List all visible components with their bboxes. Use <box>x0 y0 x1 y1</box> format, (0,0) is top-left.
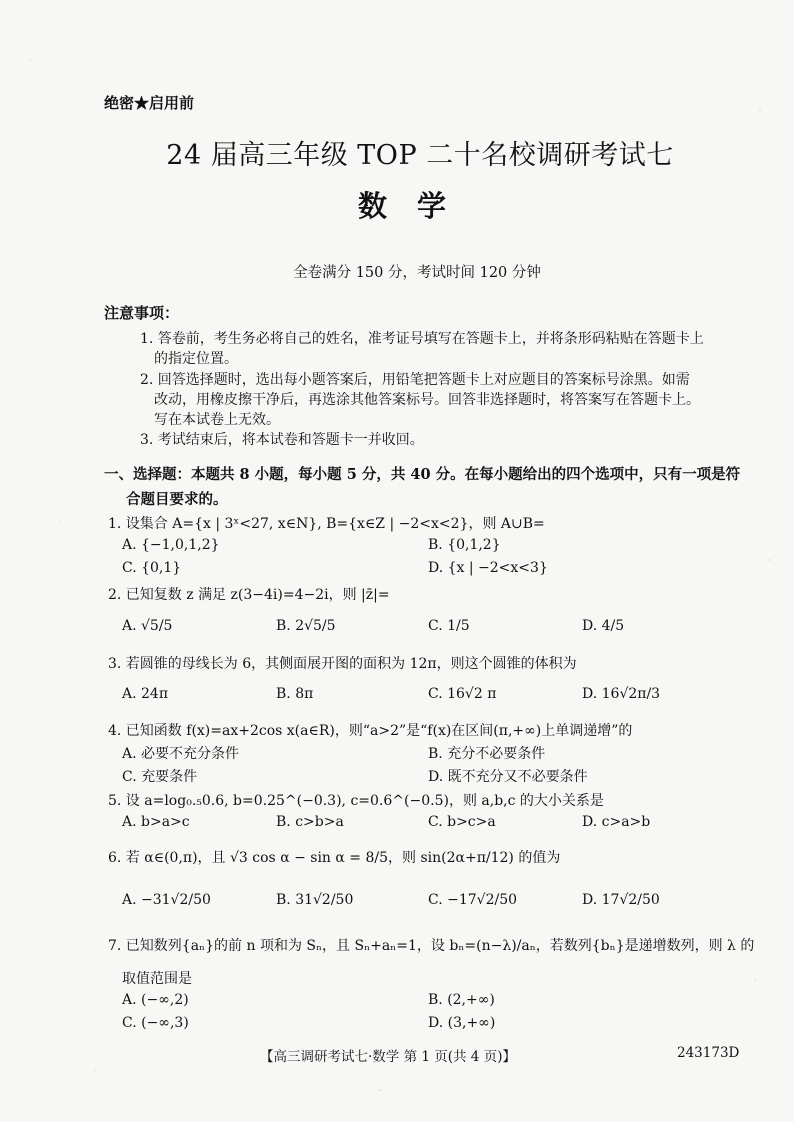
option-3b: B. 8π <box>276 686 314 702</box>
page-footer: 【高三调研考试七·数学 第 1 页(共 4 页)】 <box>260 1049 516 1065</box>
section-heading-cont: 合题目要求的。 <box>126 491 228 508</box>
option-6b: B. 31√2/50 <box>276 892 354 908</box>
section-heading: 一、选择题：本题共 8 小题，每小题 5 分，共 40 分。在每小题给出的四个选项中，只有一项是符 <box>104 466 741 483</box>
question-stem-7-cont: 取值范围是 <box>122 971 192 987</box>
notice-heading: 注意事项： <box>104 304 180 322</box>
option-5b: B. c>b>a <box>276 814 344 830</box>
notice-line: 写在本试卷上无效。 <box>154 412 280 428</box>
notice-line: 2. 回答选择题时，选出每小题答案后，用铅笔把答题卡上对应题目的答案标号涂黑。如需 <box>140 372 690 388</box>
question-stem-3: 3. 若圆锥的母线长为 6，其侧面展开图的面积为 12π，则这个圆锥的体积为 <box>108 656 577 672</box>
option-2d: D. 4/5 <box>582 618 625 634</box>
option-3d: D. 16√2π/3 <box>582 686 661 702</box>
exam-title: 24 届高三年级 TOP 二十名校调研考试七 <box>166 140 674 171</box>
option-2b: B. 2√5/5 <box>276 618 336 634</box>
option-1c: C. {0,1} <box>122 560 182 576</box>
option-6c: C. −17√2/50 <box>428 892 518 908</box>
option-7c: C. (−∞,3) <box>122 1015 189 1031</box>
question-stem-6: 6. 若 α∈(0,π)，且 √3 cos α − sin α = 8/5，则 sin(2α+π/12) 的值为 <box>108 850 561 866</box>
option-1d: D. {x | −2<x<3} <box>428 560 548 576</box>
option-4b: B. 充分不必要条件 <box>428 746 546 762</box>
exam-info: 全卷满分 150 分，考试时间 120 分钟 <box>293 265 541 281</box>
notice-line: 3. 考试结束后，将本试卷和答题卡一并收回。 <box>140 432 424 448</box>
notice-line: 改动，用橡皮擦干净后，再选涂其他答案标号。回答非选择题时，将答案写在答题卡上。 <box>154 392 700 408</box>
option-3c: C. 16√2 π <box>428 686 497 702</box>
option-7a: A. (−∞,2) <box>122 992 189 1008</box>
question-stem-1: 1. 设集合 A={x | 3ˣ<27, x∈N}, B={x∈Z | −2<x<2}，则 A∪B= <box>108 516 545 532</box>
question-stem-7: 7. 已知数列{aₙ}的前 n 项和为 Sₙ，且 Sₙ+aₙ=1，设 bₙ=(n−λ)/aₙ，若数列{bₙ}是递增数列，则 λ 的 <box>108 938 755 954</box>
notice-line: 1. 答卷前，考生务必将自己的姓名，准考证号填写在答题卡上，并将条形码粘贴在答题卡上 <box>140 331 704 347</box>
option-1b: B. {0,1,2} <box>428 537 501 553</box>
question-stem-5: 5. 设 a=log₀.₅0.6, b=0.25^(−0.3), c=0.6^(−0.5)，则 a,b,c 的大小关系是 <box>108 793 604 809</box>
option-4a: A. 必要不充分条件 <box>122 746 240 762</box>
option-1a: A. {−1,0,1,2} <box>122 537 220 553</box>
question-stem-4: 4. 已知函数 f(x)=ax+2cos x(a∈R)，则“a>2”是“f(x)在区间(π,+∞)上单调递增”的 <box>108 723 633 739</box>
option-5a: A. b>a>c <box>122 814 190 830</box>
paper-code: 243173D <box>677 1045 740 1061</box>
option-4c: C. 充要条件 <box>122 769 198 785</box>
option-6d: D. 17√2/50 <box>582 892 660 908</box>
question-stem-2: 2. 已知复数 z 满足 z(3−4i)=4−2i，则 |z̄|= <box>108 587 390 603</box>
classification-label: 绝密★启用前 <box>104 94 195 112</box>
option-3a: A. 24π <box>122 686 169 702</box>
option-6a: A. −31√2/50 <box>122 892 211 908</box>
option-5d: D. c>a>b <box>582 814 651 830</box>
option-5c: C. b>c>a <box>428 814 496 830</box>
option-2c: C. 1/5 <box>428 618 470 634</box>
notice-line: 的指定位置。 <box>154 351 238 367</box>
option-4d: D. 既不充分又不必要条件 <box>428 769 588 785</box>
option-7b: B. (2,+∞) <box>428 992 495 1008</box>
subject-title: 数学 <box>357 189 476 223</box>
option-7d: D. (3,+∞) <box>428 1015 496 1031</box>
option-2a: A. √5/5 <box>122 618 173 634</box>
